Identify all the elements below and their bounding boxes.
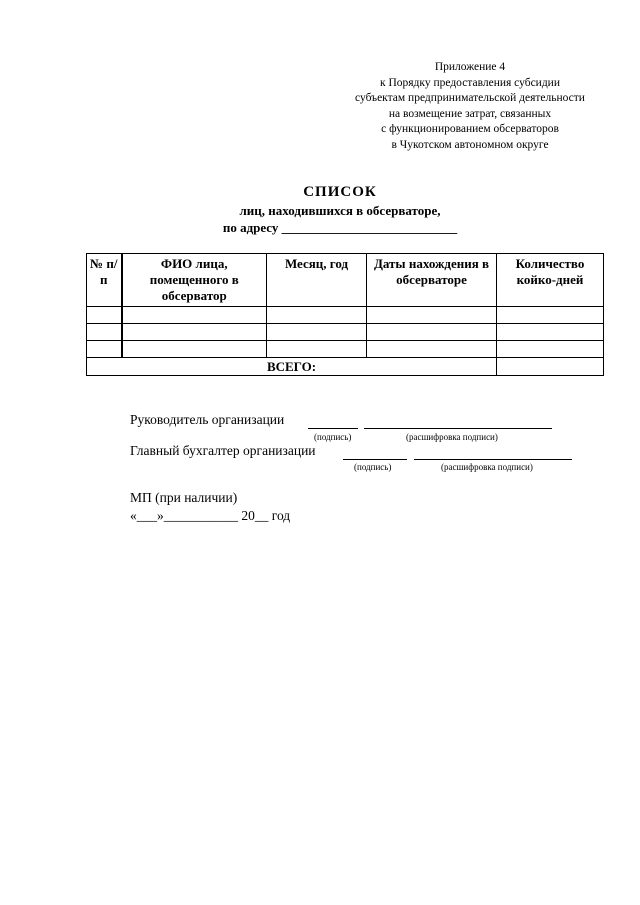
header-month-year: Месяц, год — [267, 254, 367, 307]
header-dates: Даты нахождения в обсерваторе — [367, 254, 497, 307]
persons-table — [86, 253, 604, 376]
table-cell[interactable] — [87, 324, 122, 341]
appendix-line: к Порядку предоставления субсидии — [380, 76, 560, 89]
table-cell[interactable] — [87, 341, 122, 358]
table-cell[interactable] — [267, 324, 367, 341]
table-cell[interactable] — [267, 307, 367, 324]
appendix-line: субъектам предпринимательской деятельности — [355, 92, 585, 104]
head-signature-caption: (подпись) — [314, 432, 352, 442]
accountant-decoding-line[interactable] — [414, 459, 572, 460]
head-decoding-line[interactable] — [364, 428, 552, 429]
table-cell[interactable] — [267, 341, 367, 358]
table-cell[interactable] — [497, 341, 604, 358]
table-header-row — [87, 254, 604, 307]
accountant-decoding-caption: (расшифровка подписи) — [441, 462, 533, 472]
table-cell[interactable] — [367, 324, 497, 341]
title-list: СПИСОК — [303, 184, 377, 200]
header-number: № п/п — [87, 254, 122, 307]
table-cell[interactable] — [497, 307, 604, 324]
table-cell[interactable] — [122, 341, 267, 358]
header-full-name: ФИО лица, помещенного в обсерватор — [122, 254, 267, 307]
title-subtitle: лиц, находившихся в обсерваторе, — [239, 203, 441, 218]
title-address: по адресу ___________________________ — [222, 220, 458, 235]
table-cell[interactable] — [367, 341, 497, 358]
table-cell[interactable] — [122, 324, 267, 341]
head-signature-line[interactable] — [308, 428, 358, 429]
stamp-note: МП (при наличии) — [130, 490, 238, 505]
date-line: «___»___________ 20__ год — [130, 508, 291, 523]
header-bed-days: Количество койко-дней — [497, 254, 604, 307]
table-row — [87, 307, 604, 324]
head-decoding-caption: (расшифровка подписи) — [406, 432, 498, 442]
total-value[interactable] — [497, 358, 604, 376]
appendix-line: в Чукотском автономном округе — [391, 138, 549, 151]
table-total-row — [87, 358, 604, 376]
head-signature-label: Руководитель организации — [130, 412, 285, 427]
document-title — [180, 183, 500, 236]
total-label: ВСЕГО: — [87, 358, 497, 376]
appendix-line: с функционированием обсерваторов — [381, 123, 559, 135]
accountant-signature-line[interactable] — [343, 459, 407, 460]
table-cell[interactable] — [87, 307, 122, 324]
table-cell[interactable] — [122, 307, 267, 324]
table-row — [87, 341, 604, 358]
appendix-note — [330, 60, 610, 153]
appendix-line: на возмещение затрат, связанных — [388, 107, 552, 120]
table-cell[interactable] — [367, 307, 497, 324]
table-row — [87, 324, 604, 341]
accountant-signature-label: Главный бухгалтер организации — [130, 443, 316, 458]
table-cell[interactable] — [497, 324, 604, 341]
accountant-signature-caption: (подпись) — [354, 462, 392, 472]
appendix-line: Приложение 4 — [434, 61, 506, 73]
